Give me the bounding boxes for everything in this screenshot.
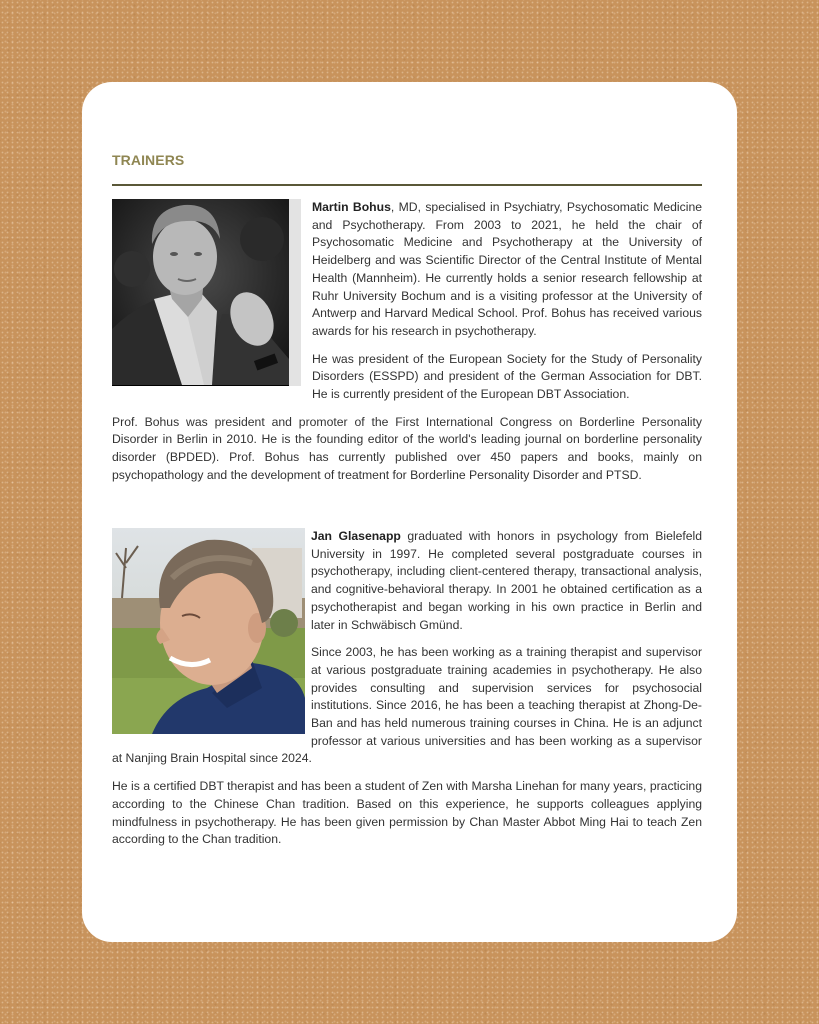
- heading-divider: [112, 184, 702, 186]
- trainer-photo-frame: [112, 199, 301, 386]
- photo-shadow: [289, 199, 301, 386]
- section-heading: TRAINERS: [112, 152, 185, 168]
- trainer-name: Jan Glasenapp: [311, 529, 401, 543]
- bio-text: , MD, specialised in Psychiatry, Psychosomatic Medicine and Psychotherapy. From 2003 to 2021, he held the chair of Psychosomatic Medicine and Psychotherapy at the University of Heidelberg and was Scientific Director of the Central Institute of Mental Health (Mannheim). He currently holds a senior research fellowship at Ruhr University Bochum and is a visiting professor at the University of Antwerp and Harvard Medical School. Prof. Bohus has received various awards for his research in psychotherapy.: [312, 200, 702, 338]
- trainer-name: Martin Bohus: [312, 200, 391, 214]
- trainer-martin-bohus: [112, 199, 702, 495]
- trainers-card: [82, 82, 737, 942]
- trainer-photo-martin-bohus: [112, 199, 289, 386]
- trainer-jan-glasenapp: [112, 528, 702, 859]
- trainer-bio-paragraph: He is a certified DBT therapist and has been a student of Zen with Marsha Linehan for many years, practicing according to the Chinese Chan tradition. Based on this experience, he supports colleagues applying mindfulness in psychotherapy. He has been given permission by Chan Master Abbot Ming Hai to teach Zen according to the Chan tradition.: [112, 779, 702, 847]
- bio-text: graduated with honors in psychology from Bielefeld University in 1997. He completed several postgraduate courses in psychotherapy, including client-centered therapy, transactional analysis, and cognitive-behavioral therapy. In 2001 he obtained certification as a psychotherapist and began working in his own practice in Berlin and later in Schwäbisch Gmünd.: [311, 529, 703, 632]
- trainer-bio-paragraph: Since 2003, he has been working as a training therapist and supervisor at various postgraduate training academies in psychotherapy. He also provides consulting and supervision services for psychosocial institutions. Since 2016, he has been a teaching therapist at Zhong-De-Ban and has held numerous training courses in China. He is an adjunct professor at various universities and has been working as a supervisor at Nanjing Brain Hospital since 2024.: [112, 645, 702, 766]
- trainer-photo-jan-glasenapp: [112, 528, 305, 734]
- trainer-bio-paragraph: He was president of the European Society for the Study of Personality Disorders (ESSPD) and president of the German Association for DBT. He is currently president of the European DBT Association.: [312, 351, 702, 402]
- trainer-bio-paragraph: Prof. Bohus was president and promoter of the First International Congress on Borderline Personality Disorder in Berlin in 2010. He is the founding editor of the world's leading journal on borderline personality disorder (BPDED). Prof. Bohus has currently published over 450 papers and books, mainly on psychopathology and the development of treatment for Borderline Personality Disorder and PTSD.: [112, 414, 702, 482]
